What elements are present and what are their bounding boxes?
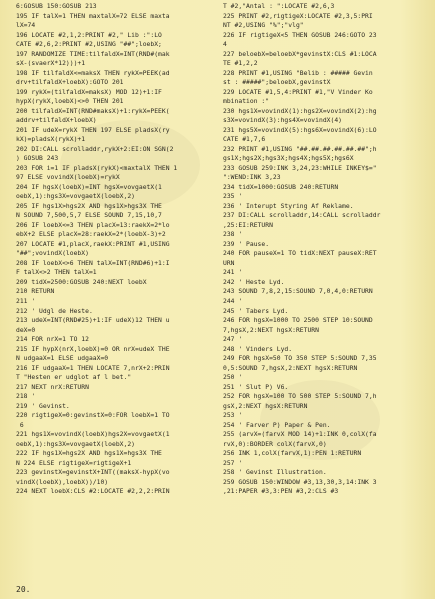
code-line: s3X=vovindX(3):hgs4X=vovindX(4) [223, 117, 343, 125]
code-line: vindX(loebX),loebX))/10) [16, 478, 109, 486]
code-line: rvX,0):BORDER colX(farvX,0) [223, 440, 327, 448]
code-line: 223 gevinstX=gevinstX+INT((maksX-hypX(vo [16, 469, 170, 477]
code-line: 214 FOR nrX=1 TO 12 [16, 336, 89, 344]
code-line: 246 FOR hgsX=1000 TO 2500 STEP 10:SOUND [223, 317, 373, 325]
code-line: 213 udeX=INT(RND#25)+1:IF udeX)12 THEN u [16, 317, 170, 325]
code-line: addrv+tilfaldX+loebX) [16, 117, 97, 125]
code-line: deX=0 [16, 326, 36, 334]
code-line: 237 DI:CALL scrolladdr,14:CALL scrolladdr [223, 212, 381, 220]
code-line: 236 ' Interupt Styring Af Reklame. [223, 202, 354, 210]
code-line: 219 ' Gevinst. [16, 402, 70, 410]
code-line: 202 DI:CALL scrolladdr,rykX+2:EI:ON SGN(2 [16, 145, 174, 153]
code-line: 251 ' Slut P) V6. [223, 383, 289, 391]
code-line: CATE #1,7,6 [223, 136, 266, 144]
code-line: drv+tilfaldX+loebX):GOTO 201 [16, 79, 124, 87]
page-number: 20. [16, 585, 31, 594]
code-line: 255 (arvX=(farvX MOD 14)+1:INK 0,colX(fa [223, 431, 377, 439]
code-line: 224 NEXT loebX:CLS #2:LOCATE #2,2,2:PRIN [16, 488, 170, 496]
code-line: 235 ' [223, 193, 243, 201]
code-line: 239 ' Pause. [223, 240, 270, 248]
code-line: 221 hgs1X=vovindX(loebX)hgs2X=vovgaetX(1 [16, 431, 170, 439]
code-listing-right-column [223, 2, 431, 497]
code-line: 215 IF hypX(nrX,loebX)=0 OR nrX=udeX THE [16, 345, 170, 353]
code-line: 228 PRINT #1,USING "Belib : ##### Gevin [223, 69, 373, 77]
code-line: T #2,"Antal : ":LOCATE #2,6,3 [223, 3, 335, 10]
code-line: 242 ' Heste Lyd. [223, 278, 285, 286]
code-line: 97 ELSE vovindX(loebX)=rykX [16, 174, 120, 182]
code-line: 238 ' [223, 231, 243, 239]
code-line: 201 IF udeX=rykX THEN 197 ELSE pladsX(ry [16, 126, 170, 134]
code-line: 206 IF loebX<=3 THEN placX=13:raekX=2*lo [16, 221, 170, 229]
code-line: 208 IF loebX<>6 THEN talX=INT(RND#6)+1:I [16, 259, 170, 267]
code-line: mbination :" [223, 98, 270, 106]
code-line: 232 PRINT #1,USING "##.##.##.##.##.##";h [223, 145, 377, 153]
code-line: 226 IF rigtigeX<5 THEN GOSUB 246:GOTO 23 [223, 31, 377, 39]
code-line: 252 FOR hgsX=100 TO 500 STEP 5:SOUND 7,h [223, 393, 377, 401]
code-line: lX=74 [16, 22, 36, 30]
code-line: ebX+2 ELSE placX=28:raekX=2*(loebX-3)+2 [16, 231, 166, 239]
code-line: 218 ' [16, 393, 36, 401]
code-line: 240 FOR pauseX=1 TO tidX:NEXT pauseX:RET [223, 250, 377, 258]
code-line: 0,5:SOUND 7,hgsX,2:NEXT hgsX:RETURN [223, 364, 358, 372]
code-line: sX-(svaerX*12)))+1 [16, 60, 86, 68]
code-line: 234 tidX=1000:GOSUB 240:RETURN [223, 183, 339, 191]
code-line: 241 ' [223, 269, 243, 277]
code-line: URN [223, 259, 235, 267]
code-line: 244 ' [223, 297, 243, 305]
code-line: 230 hgs1X=vovindX(1):hgs2X=vovindX(2):hg [223, 107, 377, 115]
code-listing-left-column [16, 2, 216, 497]
code-line: 254 ' Farver P) Paper & Pen. [223, 421, 331, 429]
code-line: st : #####";beloebX,gevinstX [223, 79, 331, 87]
code-line: 207 LOCATE #1,placX,raekX:PRINT #1,USING [16, 240, 170, 248]
code-line: 195 IF talX=1 THEN maxtalX=72 ELSE maxta [16, 12, 170, 20]
code-line: 217 NEXT nrX:RETURN [16, 383, 89, 391]
code-line: oebX,1):hgs3X=vovgaetX(loebX,2) [16, 193, 136, 201]
code-line: 199 rykX=(tilfaldX=maksX) MOD 12)+1:IF [16, 88, 162, 96]
code-line: kX)=pladsX(rykX)+1 [16, 136, 86, 144]
code-line: 245 ' Tabers Lyd. [223, 307, 289, 315]
code-line: F talX<>2 THEN talX=1 [16, 269, 97, 277]
code-line: 233 GOSUB 259:INK 3,24,23:WHILE INKEY$=" [223, 164, 377, 172]
code-line: ,21:PAPER #3,3:PEN #3,2:CLS #3 [223, 488, 339, 496]
code-line: 231 hgs5X=vovindX(5):hgs6X=vovindX(6):LO [223, 126, 377, 134]
code-line: 248 ' Vinders Lyd. [223, 345, 293, 353]
code-line: 220 rigtigeX=0:gevinstX=0:FOR loebX=1 TO [16, 412, 170, 420]
code-line: 197 RANDOMIZE TIME:tilfaldX=INT(RND#(mak [16, 50, 170, 58]
code-line: 257 ' [223, 459, 243, 467]
code-line: 256 INK 1,colX(farvX,1):PEN 1:RETURN [223, 450, 362, 458]
code-line: ,25:EI:RETURN [223, 221, 273, 229]
code-line: 200 tilfaldX=INT(RND#maksX)+1:rykX=PEEK( [16, 107, 170, 115]
code-line: 243 SOUND 7,8,2,15:SOUND 7,0,4,0:RETURN [223, 288, 373, 296]
code-line: 211 ' [16, 297, 36, 305]
code-line: 253 ' [223, 412, 243, 420]
code-line: 209 tidX=2500:GOSUB 240:NEXT loebX [16, 278, 147, 286]
code-line: CATE #2,6,2:PRINT #2,USING "##";loebX; [16, 41, 162, 49]
code-line: 258 ' Gevinst Illustration. [223, 469, 327, 477]
code-line: 203 FOR i=1 IF pladsX(rykX)<maxtalX THEN 1 [16, 164, 178, 172]
code-line: 210 RETURN [16, 288, 55, 296]
code-line: 212 ' Udgl de Heste. [16, 307, 93, 315]
code-line: 247 ' [223, 336, 243, 344]
code-line: 216 IF udgaaX=1 THEN LOCATE 7,nrX+2:PRIN [16, 364, 170, 372]
code-line: N 224 ELSE rigtigeX=rigtigeX+1 [16, 459, 132, 467]
code-line: 225 PRINT #2,rigtigeX:LOCATE #2,3,5:PRI [223, 12, 373, 20]
code-line: 227 beloebX=beloebX*gevinstX:CLS #1:LOCA [223, 50, 377, 58]
code-line: 6:GOSUB 150:GOSUB 213 [16, 3, 97, 10]
code-line: 4 [223, 41, 227, 49]
code-line: NT #2,USING "%";"vlg" [223, 22, 304, 30]
code-line: 204 IF hgsX(loebX)=INT hgsX=vovgaetX(1 [16, 183, 162, 191]
code-line: "##";vovindX(loebX) [16, 250, 89, 258]
code-line: 6 [16, 421, 24, 429]
code-line: ) GOSUB 243 [16, 155, 59, 163]
code-line: 196 LOCATE #2,1,2:PRINT #2," Lib :":LO [16, 31, 162, 39]
code-line: 198 IF tilfaldX<=maksX THEN rykX=PEEK(ad [16, 69, 170, 77]
code-line: T "Hesten er udglot af l bet." [16, 374, 132, 382]
code-line: 7,hgsX,2:NEXT hgsX:RETURN [223, 326, 319, 334]
code-line: gsX,2:NEXT hgsX:RETURN [223, 402, 308, 410]
code-line: 249 FOR hgsX=50 TO 350 STEP 5:SOUND 7,35 [223, 355, 377, 363]
code-line: 222 IF hgs1X=hgs2X AND hgs1X=hgs3X THE [16, 450, 162, 458]
code-line: hypX(rykX,loebX)<>0 THEN 201 [16, 98, 124, 106]
code-line: 229 LOCATE #1,5,4:PRINT #1,"V Vinder Ko [223, 88, 373, 96]
code-line: N udgaaX=1 ELSE udgaaX=0 [16, 355, 109, 363]
code-line: gs1X;hgs2X;hgs3X;hgs4X;hgs5X;hgs6X [223, 155, 354, 163]
code-line: 205 IF hgs1X>hgs2X AND hgs1X>hgs3X THE [16, 202, 162, 210]
code-line: 250 ' [223, 374, 243, 382]
code-line: 259 GOSUB 150:WINDOW #3,13,30,3,14:INK 3 [223, 478, 377, 486]
code-line: ":WEND:INK 3,23 [223, 174, 281, 182]
code-line: oebX,1):hgs3X=vovgaetX(loebX,2) [16, 440, 136, 448]
code-line: TE #1,2,2 [223, 60, 258, 68]
code-line: N SOUND 7,500,5,7 ELSE SOUND 7,15,10,7 [16, 212, 162, 220]
